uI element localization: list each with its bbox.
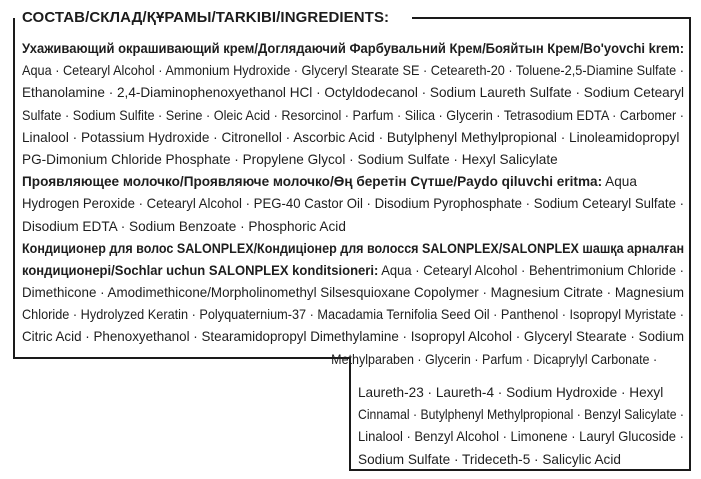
cream-line-2: Ethanolamine · 2,4-Diaminophenoxyethanol HCl · Octyldodecanol · Sodium Laureth Sulfate · Sodium Cetearyl xyxy=(22,85,685,101)
cream-line-3: Sulfate · Sodium Sulfite · Serine · Oleic Acid · Resorcinol · Parfum · Silica · Glycerin · Tetrasodium EDTA · Carbomer · xyxy=(22,107,684,123)
ingredients-body-indented xyxy=(358,382,701,471)
cream-line-4: Linalool · Potassium Hydroxide · Citronellol · Ascorbic Acid · Butylphenyl Methylpropional · Linoleamidopropyl xyxy=(22,129,680,145)
conditioner-line-3: Citric Acid · Phenoxyethanol · Stearamidopropyl Dimethylamine · Isopropyl Alcohol · Glyceryl Stearate · Sodium xyxy=(22,329,684,345)
conditioner-line-4: Methylparaben · Glycerin · Parfum · Dicaprylyl Carbonate · xyxy=(331,351,658,367)
conditioner-heading-line xyxy=(22,260,701,282)
developer-line-0: Aqua xyxy=(605,174,637,190)
developer-heading: Проявляющее молочко/Проявляюче молочко/Өң беретін Сүтше/Paydo qiluvchi eritma: xyxy=(22,174,603,190)
ingredients-body xyxy=(22,38,701,371)
conditioner-indented-line-3: Linalool · Benzyl Alcohol · Limonene · Lauryl Glucoside · xyxy=(358,429,684,445)
cream-heading: Ухаживающий окрашивающий крем/Доглядаючий Фарбувальний Крем/Бояйтын Крем/Bo'yovchi krem: xyxy=(22,41,685,56)
developer-line-2: Disodium EDTA · Sodium Benzoate · Phosphoric Acid xyxy=(22,218,346,234)
conditioner-indented-line-4: Sodium Sulfate · Trideceth-5 · Salicylic Acid xyxy=(358,451,621,467)
conditioner-line-1: Dimethicone · Amodimethicone/Morpholinomethyl Silsesquioxane Copolymer · Magnesium Citrate · Magnesium xyxy=(22,285,685,301)
conditioner-heading-1: Кондиционер для волос SALONPLEX/Кондиціонер для волосся SALONPLEX/SALONPLEX шашқа арналған xyxy=(22,240,685,256)
developer-heading-line xyxy=(22,171,701,193)
conditioner-line-0: Aqua · Cetearyl Alcohol · Behentrimonium Chloride · xyxy=(381,262,684,278)
conditioner-indented-line-2: Cinnamal · Butylphenyl Methylpropional · Benzyl Salicylate · xyxy=(358,407,685,423)
conditioner-heading-2: кондиционері/Sochlar uchun SALONPLEX konditsioneri: xyxy=(22,262,379,278)
conditioner-indented-line-1: Laureth-23 · Laureth-4 · Sodium Hydroxide · Hexyl xyxy=(358,385,664,400)
cream-line-5: PG-Dimonium Chloride Phosphate · Propylene Glycol · Sodium Sulfate · Hexyl Salicylate xyxy=(22,151,558,167)
ingredients-title: СОСТАВ/СКЛАД/ҚҰРАМЫ/TARKIBI/INGREDIENTS: xyxy=(22,9,390,26)
cream-line-1: Aqua · Cetearyl Alcohol · Ammonium Hydroxide · Glyceryl Stearate SE · Ceteareth-20 · Toluene-2,5-Diamine Sulfate · xyxy=(22,63,684,79)
conditioner-line-2: Chloride · Hydrolyzed Keratin · Polyquaternium-37 · Macadamia Ternifolia Seed Oil · Panthenol · Isopropyl Myristate · xyxy=(22,307,684,323)
developer-line-1: Hydrogen Peroxide · Cetearyl Alcohol · PEG-40 Castor Oil · Disodium Pyrophosphate · Sodium Cetearyl Sulfate · xyxy=(22,196,684,212)
